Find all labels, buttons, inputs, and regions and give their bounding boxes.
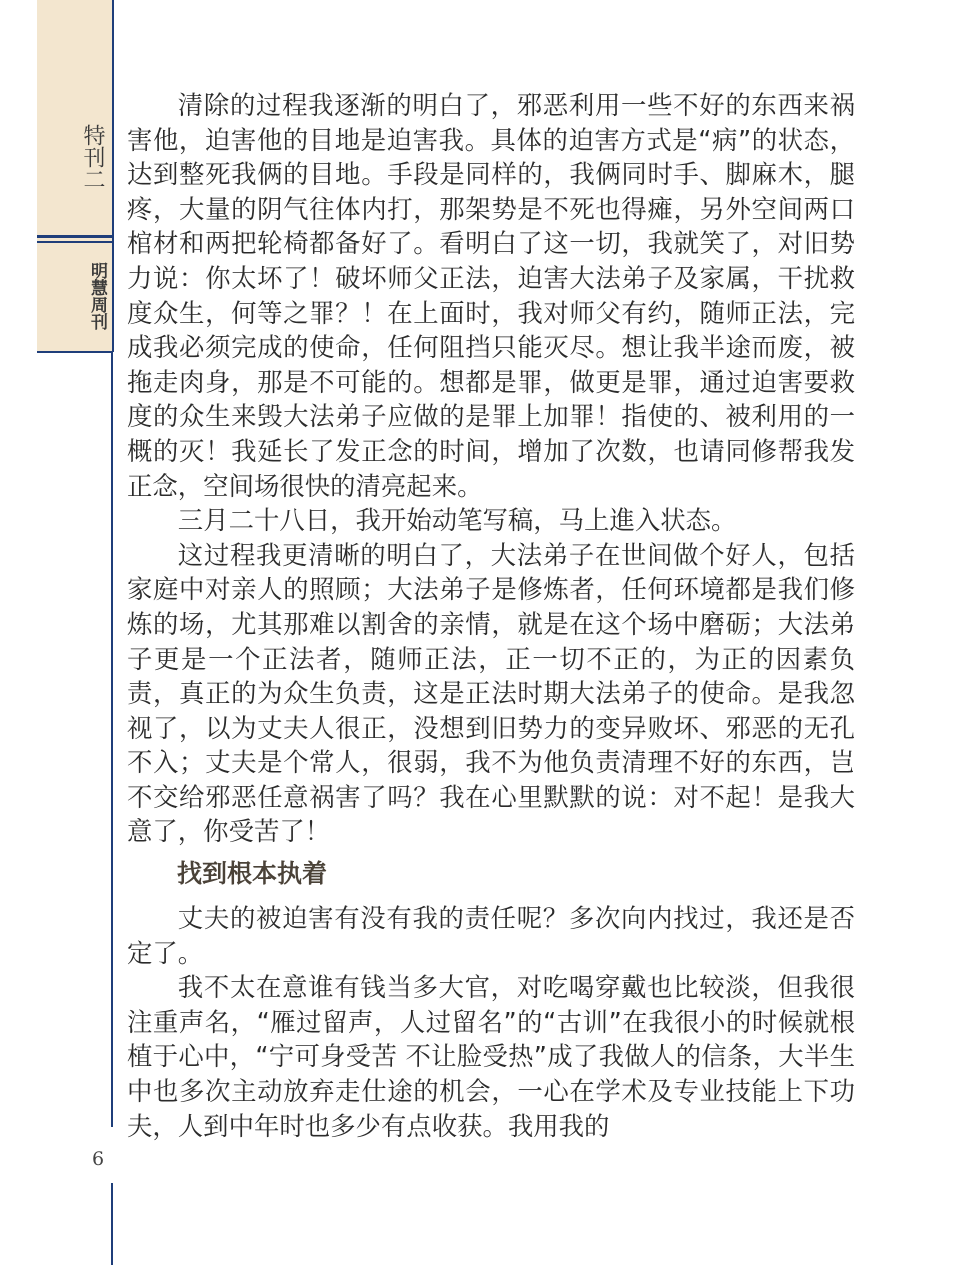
tab-divider <box>37 351 112 353</box>
article-body <box>127 88 855 1143</box>
tab-divider <box>37 235 112 238</box>
special-issue-label: 特刊二 <box>80 124 105 190</box>
magazine-name-label: 明慧周刊 <box>87 262 107 330</box>
section-heading: 找到根本执着 <box>177 859 328 889</box>
tab-divider <box>37 241 112 243</box>
paragraph: 三月二十八日，我开始动笔写稿，马上進入状态。 <box>177 505 737 536</box>
paragraph: 这过程我更清晰的明白了，大法弟子在世间做个好人，包括家庭中对亲人的照顾；大法弟子是修炼者，任何环境都是我们修炼的场，尤其那难以割舍的亲情，就是在这个场中磨砺；大法弟子更是一个正法者，随师正法，正一切不正的，为正的因素负责，真正的为众生负责，这是正法时期大法弟子的使命。是我忽视了，以为丈夫人很正，没想到旧势力的变异败坏、邪恶的无孔不入；丈夫是个常人，很弱，我不为他负责清理不好的东西，岂不交给邪恶任意祸害了吗？我在心里默默的说：对不起！是我大意了，你受苦了！ <box>127 539 855 847</box>
margin-rule <box>111 1183 113 1265</box>
paragraph: 我不太在意谁有钱当多大官，对吃喝穿戴也比较淡，但我很注重声名，“雁过留声，人过留名”的“古训”在我很小的时候就根植于心中，“宁可身受苦 不让脸受热”成了我做人的信条，大半生中也多次主动放弃走仕途的机会，一心在学术及专业技能上下功夫，人到中年时也多少有点收获。我用我的 <box>127 972 855 1141</box>
margin-rule <box>111 352 113 1127</box>
paragraph: 清除的过程我逐渐的明白了，邪恶利用一些不好的东西来祸害他，迫害他的目地是迫害我。具体的迫害方式是“病”的状态，达到整死我俩的目地。手段是同样的，我俩同时手、脚麻木，腿疼，大量的阴气往体内打，那架势是不死也得瘫，另外空间两口棺材和两把轮椅都备好了。看明白了这一切，我就笑了，对旧势力说：你太坏了！破坏师父正法，迫害大法弟子及家属，干扰救度众生，何等之罪？！在上面时，我对师父有约，随师正法，完成我必须完成的使命，任何阻挡只能灭尽。想让我半途而废，被拖走肉身，那是不可能的。想都是罪，做更是罪，通过迫害要救度的众生来毁大法弟子应做的是罪上加罪！指使的、被利用的一概的灭！我延长了发正念的时间，增加了次数，也请同修帮我发正念，空间场很快的清亮起来。 <box>127 90 855 501</box>
paragraph: 丈夫的被迫害有没有我的责任呢？多次向内找过，我还是否定了。 <box>127 903 855 968</box>
page-number: 6 <box>92 1148 105 1170</box>
